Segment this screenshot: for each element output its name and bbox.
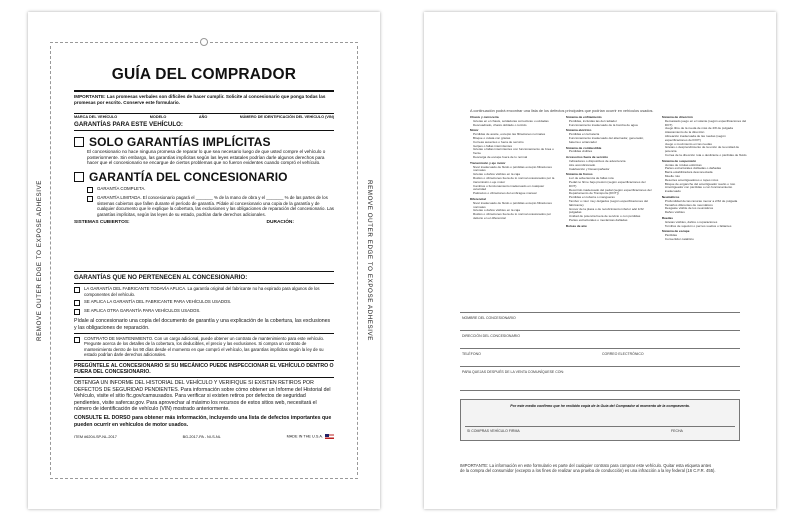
- nd-item-other[interactable]: [74, 308, 334, 315]
- dealer-warranty-checkbox[interactable]: [74, 172, 84, 182]
- inspect-text: PREGÚNTELE AL CONCESIONARIO SI SU MECÁNICO PUEDE INSPECCIONAR EL VEHÍCULO DENTRO O FUERA DEL CONCESIONARIO.: [74, 362, 334, 375]
- defect-item: Tambor o rotor muy delgados (según especificaciones del fabricante): [568, 198, 649, 207]
- defect-item: Grietas o fallas intermitentes con funcionamiento de brea o frente: [473, 147, 554, 156]
- signature-label: SI COMPRAS VEHÍCULO FIRMA: [467, 429, 520, 433]
- defects-column: [662, 116, 748, 242]
- phone-label: TELÉFONO: [462, 352, 481, 356]
- defect-item: Partes estructurales dobladas o dañadas: [664, 166, 722, 171]
- covered-systems-label: SISTEMAS CUBIERTOS:: [74, 220, 130, 226]
- signature-line[interactable]: [465, 426, 735, 427]
- defect-item: Grietas o daños visibles en la caja: [473, 172, 520, 177]
- consult-text: CONSULTE EL DORSO para obtener más información, incluyendo una lista de defectos importantes que pueden ocurrir en vehículos de motor usados.: [74, 415, 332, 428]
- defect-item: Pérdidas de aceite, excepto las filtraciones normales: [473, 132, 546, 137]
- nd-checkbox-3[interactable]: [74, 309, 80, 315]
- complaints-label: PARA QUEJAS DESPUÉS DE LA VENTA COMUNÍQUESE CON:: [462, 370, 564, 374]
- page-title: GUÍA DEL COMPRADOR: [111, 66, 297, 83]
- made-in-usa: [287, 434, 334, 439]
- defect-item: Ruidos o vibraciones fuera de lo normal ocasionados por la transmisión o eje motor: [473, 175, 555, 184]
- coverage-write-in-area[interactable]: [74, 225, 334, 269]
- dealer-address-line[interactable]: [460, 348, 740, 349]
- defect-item: Juego libre de la rueda de más de 2/8 de pulgada: [664, 126, 733, 131]
- front-footer: [74, 434, 334, 439]
- as-is-description: El concesionario no hace ninguna promesa de reparar lo que sea necesario luego de que usted compre el vehículo o posteriormente. Sin embargo, las garantías implícitas según las leyes estatales podrían darle algunos derechos para hacer que el concesionario se encargue de ciertos problemas que no fueron evidentes cuando compró el vehículo.: [87, 149, 326, 166]
- defect-item: Juego o movimiento en las ruedas: [664, 141, 712, 146]
- defect-category-heading: Motor: [470, 128, 479, 133]
- contact-line[interactable]: [460, 366, 740, 367]
- defect-category-heading: Sistema de combustible: [565, 145, 602, 150]
- perforation-right: [357, 46, 358, 475]
- item-number: ITEM #6204-SP-NL-2017: [74, 434, 117, 439]
- defect-item: Patinazos o vibraciones del embrague manual: [473, 191, 537, 196]
- defect-category-heading: Sistema eléctrico: [565, 128, 592, 133]
- date-label: FECHA: [671, 429, 683, 433]
- inspect-rule: [74, 360, 334, 361]
- service-rule: [74, 333, 334, 334]
- defect-item: Desgaste visible de los neumáticos: [664, 206, 714, 211]
- defect-item: Demasiado juego en el volante (según especificaciones del DOT): [664, 118, 747, 127]
- defect-category-heading: Sistema de escape: [661, 229, 690, 234]
- defect-item: Partes estructurales o mecánicas dañadas: [568, 217, 628, 222]
- defect-item: Amortiguador con pérdidas o con funcionamiento inadecuado: [664, 185, 733, 194]
- full-warranty-item[interactable]: [87, 186, 334, 193]
- buyers-guide-back: [424, 12, 776, 509]
- defect-item: Golpes o fallas intermitentes: [473, 143, 513, 148]
- non-dealer-rule: [74, 283, 334, 284]
- defects-list: [470, 116, 748, 242]
- limited-warranty-text: GARANTÍA LIMITADA. El concesionario pagará el _______ % de la mano de obra y el _______ % de las partes de los sistemas cubiertos que fallen durante el período de garantía. Pídale al concesionario una copia de la garantía y de cualquier documento que le explique la cobertura, las exclusiones y las obligaciones de reparación del concesionario. Las garantías implícitas, según las leyes de su estado, podrían darle derechos adicionales.: [97, 194, 334, 217]
- defect-category-heading: Diferencial: [470, 196, 486, 201]
- service-contract-checkbox[interactable]: [74, 337, 80, 343]
- defect-item: Grosor de la placa o de recubrimiento inferior a/al 1/32 pulgadas: [568, 206, 644, 215]
- defect-item: Grietas en el chasis, soldaduras correctivas u oxidadas: [473, 118, 549, 123]
- defect-category-heading: Sistema de suspensión: [661, 158, 697, 163]
- back-important-notice: IMPORTANTE: La información en este formulario es parte del cualquier contrato para comprar este vehículo. Quitar esta etiqueta antes de la compra del consumidor (excepto a los fines de realizar una prueba de conducción) es una infracción a la ley federal (16 C.F.R. 455).: [460, 463, 716, 474]
- defect-category-heading: Sistema de dirección: [661, 115, 693, 119]
- section-rule: [74, 130, 334, 131]
- duration-label: DURACIÓN:: [266, 220, 294, 226]
- defect-category-heading: Accesorios fuera de servicio: [565, 155, 609, 160]
- defect-item: Pérdidas, incluidas las del radiador: [568, 118, 617, 123]
- year-field-label: AÑO: [198, 115, 208, 120]
- complaints-line[interactable]: [460, 390, 740, 391]
- defect-item: Aire acondicionado: [568, 162, 596, 167]
- as-is-label: SOLO GARANTÍAS IMPLÍCITAS: [89, 135, 271, 150]
- defect-item: Convertidor catalítico: [664, 236, 694, 241]
- defects-column: [566, 116, 652, 242]
- buyers-guide-front: [28, 12, 380, 509]
- dealer-name-line[interactable]: [460, 330, 740, 331]
- adhesive-label-right: REMOVE OUTER EDGE TO EXPOSE ADHESIVE: [365, 180, 373, 341]
- defect-item: Barra estabilizadora desconectada: [664, 170, 713, 175]
- email-label: CORREO ELECTRÓNICO: [602, 352, 644, 356]
- dealer-name-label: NOMBRE DEL CONCESIONARIO: [462, 316, 516, 320]
- defect-item: Luz de advertencia de fallas rota: [568, 176, 614, 181]
- nd-checkbox-2[interactable]: [74, 300, 80, 306]
- important-notice: IMPORTANTE: Las promesas verbales son difíciles de hacer cumplir. Solicite al concesionario que ponga todas las promesas por escrito. Conserve este formulario.: [74, 94, 326, 105]
- history-text: OBTENGA UN INFORME DEL HISTORIAL DEL VEHÍCULO Y VERIFIQUE SI EXISTEN RETIROS POR DEFECTOS DE SEGURIDAD PENDIENTES. Para información sobre cómo obtener un Informe del Historial del Vehículo, visite el sitio ftc.gov/camsusados. Para verificar si existen retiros por defectos de seguridad pendientes, visite safercar.gov. Para aprovechar al máximo los recursos de estos sitios web, necesitará el número de identificación de vehículo (VIN) mostrado anteriormente.: [74, 380, 331, 413]
- front-content: [74, 30, 334, 439]
- defect-item: Nivel inadecuado de fluido o pérdidas excepto filtraciones normales: [473, 200, 552, 209]
- full-warranty-checkbox[interactable]: [87, 187, 93, 193]
- defects-column: [470, 116, 556, 242]
- defect-item: Bloque o culata con grietas: [473, 135, 511, 140]
- acknowledgement-text: Por este medio confirmo que he recibido copia de la Guía del Comprador al momento de la compraventa.: [510, 404, 690, 408]
- made-in-label: MADE IN THE U.S.A.: [286, 434, 323, 439]
- nd-checkbox-1[interactable]: [74, 287, 80, 293]
- defect-category-heading: Bolsas de aire: [565, 223, 587, 228]
- limited-warranty-item[interactable]: [87, 195, 334, 217]
- defect-category-heading: Neumáticos: [661, 194, 680, 199]
- defect-item: Correa de la dirección rota o deslizante o pérdidas de fluido: [664, 152, 747, 157]
- defect-item: Muelle roto: [664, 173, 681, 178]
- defect-item: Unidad de potencia fuera de servicio o con pérdidas: [568, 214, 641, 219]
- dealer-address-label: DIRECCIÓN DEL CONCESIONARIO: [462, 334, 521, 338]
- defect-item: Profundidad de las ranuras menor a 2/32 de pulgada: [664, 198, 738, 203]
- ask-copy-text: Pídale al concesionario una copia del documento de garantía y una explicación de la cobertura, las exclusiones y las obligaciones de reparación.: [74, 318, 331, 331]
- us-flag-icon: [325, 434, 334, 439]
- defect-item: Daños visibles: [664, 210, 685, 215]
- defect-item: Nivel inadecuado de fluido o pérdidas excepto filtraciones normales: [473, 164, 552, 173]
- service-contract-text: CONTRATO DE MANTENIMIENTO. Con un cargo adicional, puede obtener un contrato de mantenimiento para este vehículo. Pregunte acerca de los detalles de la cobertura, los deducibles, el precio y las exclusiones. Si compra un contrato de mantenimiento dentro de los 90 días desde el momento en que compró el vehículo, las garantías implícitas según la ley de su estado podrían darle derechos adicionales.: [84, 335, 325, 358]
- defect-item: Grietas o daños visibles en la caja: [473, 208, 520, 213]
- vehicle-fields-row: [74, 113, 334, 119]
- defect-item: Juntas de rótulas esféricas: [664, 162, 702, 167]
- defect-item: Pérdidas en tubería o mangueras: [568, 195, 615, 200]
- defect-category-heading: Transmisión y eje motor: [470, 160, 506, 165]
- defect-category-heading: Sistema de enfriamiento: [565, 115, 602, 119]
- warranty-section-title: GARANTÍAS PARA ESTE VEHÍCULO:: [74, 121, 183, 129]
- perforation-bottom: [50, 478, 358, 479]
- form-top-rule: [460, 312, 740, 313]
- history-rule: [74, 377, 334, 378]
- defect-item: Alineación inadecuada de las ruedas (según especificaciones del DOT): [664, 133, 726, 142]
- defect-item: Pérdidas: [664, 233, 678, 238]
- defect-item: Calefacción y Desempañador: [568, 166, 610, 171]
- nd-item-3-text: SE APLICA OTRA GARANTÍA PARA VEHÍCULOS USADOS.: [84, 308, 201, 314]
- model-field-label: MODELO: [149, 115, 167, 120]
- make-field-label: MARCA DEL VEHÍCULO: [74, 115, 118, 120]
- adhesive-strip-right: [358, 12, 380, 509]
- non-dealer-top-rule: [74, 271, 334, 272]
- nd-item-manufacturer[interactable]: [74, 286, 334, 297]
- non-dealer-section-title: GARANTÍAS QUE NO PERTENECEN AL CONCESIONARIO:: [74, 274, 248, 282]
- as-is-option[interactable]: [74, 135, 334, 149]
- defect-item: Tornillos de sujeción o pernos sueltos o faltantes: [664, 223, 732, 228]
- defect-item: Recorrido inadecuado del pedal (según especificaciones del Departamento de Transporte [DOT]): [568, 187, 652, 196]
- defect-item: Ruidos o vibraciones fuera de lo normal ocasionados por defecto en el diferencial: [473, 212, 552, 220]
- defect-item: Funcionamiento inadecuado de la bomba de agua: [568, 122, 638, 127]
- defect-item: Grietas visibles, daños o reparaciones: [664, 219, 718, 224]
- defect-item: Correas ausentes o fuera de servicio: [473, 139, 524, 144]
- defects-intro: A continuación podrá encontrar una lista de los defectos principales que podrían ocurrir en vehículos usados.: [470, 109, 654, 113]
- perforation-left: [50, 46, 51, 475]
- as-is-checkbox[interactable]: [74, 137, 84, 147]
- nd-item-1-text: LA GARANTÍA DEL FABRICANTE TODAVÍA APLICA. La garantía original del fabricante no ha expirado para algunos de los componentes del vehículo.: [84, 286, 320, 297]
- nd-item-2-text: SE APLICA LA GARANTÍA DEL FABRICANTE PARA VEHÍCULOS USADOS.: [84, 299, 232, 305]
- vin-field-label: NÚMERO DE IDENTIFICACIÓN DEL VEHÍCULO (VIN): [239, 115, 334, 120]
- full-warranty-label: GARANTÍA COMPLETA.: [97, 185, 146, 191]
- defect-item: Resortes amortiguadores o topes rotos: [664, 177, 719, 182]
- form-code: BG-2017-PA - NI-S-NL: [182, 434, 221, 439]
- defect-item: Pedal no firme bajo presión (según especificaciones del DOT): [568, 179, 646, 188]
- defect-item: Pérdidas visibles: [568, 149, 593, 154]
- dealer-warranty-option[interactable]: [74, 170, 334, 184]
- adhesive-strip-left: [28, 12, 50, 509]
- defect-item: Descuadrado, chasis doblado o torcido: [473, 122, 527, 127]
- service-contract-item[interactable]: [74, 336, 334, 358]
- defect-category-heading: Sistema de frenos: [565, 172, 593, 177]
- acknowledgement-box: [460, 399, 740, 441]
- defect-item: Indicadores o dispositivos de advertencia: [568, 158, 626, 163]
- nd-item-used[interactable]: [74, 299, 334, 306]
- defect-item: Grietas o desprendimiento de la unión de la unidad de potencia: [664, 145, 740, 154]
- defect-item: Funcionamiento inadecuado del alternador, generador, batería o arrancador: [568, 135, 644, 144]
- limited-warranty-checkbox[interactable]: [87, 196, 93, 202]
- adhesive-label-left: REMOVE OUTER EDGE TO EXPOSE ADHESIVE: [35, 180, 43, 341]
- defect-item: Cambios o funcionamiento inadecuado en cualquier velocidad: [473, 183, 545, 192]
- defect-item: Descarga de escape fuera de lo normal: [473, 154, 528, 159]
- dealer-warranty-label: GARANTÍA DEL CONCESIONARIO: [89, 169, 288, 184]
- defect-category-heading: Chasis y carrocería: [470, 115, 499, 119]
- title-rule: [74, 90, 334, 92]
- defect-item: Tamaños diferentes de neumáticos: [664, 202, 713, 207]
- defect-item: Bloque de enganche del amortiguador suelto o roto: [664, 181, 736, 186]
- defect-category-heading: Ruedas: [661, 215, 673, 220]
- defect-item: Pérdidas en la batería: [568, 132, 600, 137]
- defect-item: Atascamiento de la dirección: [664, 130, 705, 135]
